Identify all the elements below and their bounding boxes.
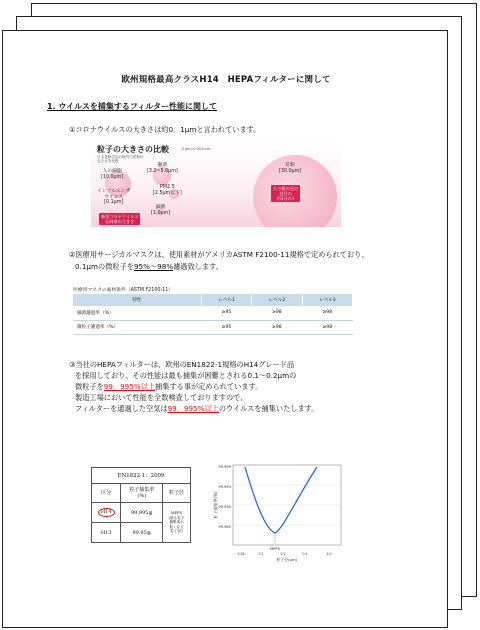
infographic-unit: （1μm=0.001mm） xyxy=(179,147,214,151)
table-header: 粒子捕集率 (%) xyxy=(121,484,163,503)
efficiency-highlight: 99．995%以上 xyxy=(167,404,219,413)
table-cell: 99.995≦ xyxy=(121,503,163,523)
item-3-line-4: 製造工場において性能を全数検査しておりますので、 xyxy=(75,393,248,402)
table-cell: 微粒子濾過率（%） xyxy=(73,320,201,334)
table-row xyxy=(73,306,353,320)
h14-circled-label: H14 xyxy=(98,508,115,517)
efficiency-highlight: 99．995%以上 xyxy=(103,382,156,391)
y-tick-label: 99.990 xyxy=(218,505,231,509)
bacteria-label: 細菌 [1.0μm] xyxy=(151,205,171,216)
y-tick-label: 99.995 xyxy=(218,485,231,489)
item-1-text: ①コロナウイルスの大きさは約0．1μmと言われています。 xyxy=(69,125,261,134)
item-2-line-1: ②医療用サージカルマスクは、使用素材がアメリカASTM F2100-11規格で定められており、 xyxy=(69,250,369,259)
astm-table-caption: 医療用マスクの素材条件（ASTM F2100-11） xyxy=(73,288,174,293)
corona-note: 新型コロナウイルス も同様の大きさ xyxy=(101,214,139,224)
table-cell: ≥95 xyxy=(201,306,251,320)
table-header: 区分 xyxy=(92,484,121,503)
filtration-efficiency-curve xyxy=(211,461,347,563)
cell-label: 人の細胞 [10.0μm] xyxy=(101,169,124,180)
item-3-line-2: を採用しており、その性能は最も捕集が困難とされる0.1～0.2μmの xyxy=(75,371,297,380)
table-cell: ≥98 xyxy=(252,320,302,334)
table-cell: ≥95 xyxy=(201,320,251,334)
en1822-title: EN1822-1：2009 xyxy=(92,468,191,484)
table-header: レベル3 xyxy=(302,294,352,306)
table-cell: 99.95≦ xyxy=(121,523,163,543)
table-header: レベル2 xyxy=(252,294,302,306)
item-3-line-5: フィルターを通過した空気は99．995%以上のウイルスを捕集いたします。 xyxy=(75,404,319,413)
table-row xyxy=(92,503,191,523)
table-header-row xyxy=(73,294,353,306)
efficiency-curve-line xyxy=(245,467,317,533)
table-cell: ≥98 xyxy=(302,320,352,334)
en1822-table xyxy=(91,467,191,543)
y-tick-label: 99.985 xyxy=(218,525,231,529)
document-title: 欧州規格最高クラスH14 HEPAフィルターに関して xyxy=(121,75,331,85)
astm-table xyxy=(73,294,353,335)
table-header: 特性 xyxy=(73,294,201,306)
table-cell: ≥98 xyxy=(302,306,352,320)
infographic-subtitle: 日本花粉学会の研究で花粉の 大きさを比較 xyxy=(97,155,144,164)
mpps-label: MPPS xyxy=(270,547,280,551)
infographic-title: 粒子の大きさの比較 xyxy=(97,145,169,154)
item-3-line-3: 微粒子を99．995%以上捕集する事が定められています。 xyxy=(75,382,263,391)
x-tick-label: 0.1 xyxy=(258,552,264,556)
table-cell xyxy=(92,503,121,523)
fungus-label: 黴菌 [3.0~5.0μm] xyxy=(147,163,178,174)
pollen-label: 花粉 [30.0μm] xyxy=(279,163,302,174)
particle-size-infographic xyxy=(91,141,341,227)
x-tick-label: 0.4 xyxy=(302,552,308,556)
table-header: レベル1 xyxy=(201,294,251,306)
table-row xyxy=(73,320,353,334)
mask-efficiency-highlight: 95%～98% xyxy=(133,262,174,271)
table-cell: ≥98 xyxy=(252,306,302,320)
table-header: 粒子径 xyxy=(163,484,191,503)
y-axis-label: 粒子捕集率(%) xyxy=(213,491,218,519)
hair-note: 人の髪の毛の 直径の 約3分の1 xyxy=(273,186,299,201)
item-3-line-1: ③当社のHEPAフィルターは、欧州のEN1822-1規格のH14グレード品 xyxy=(69,360,295,369)
x-tick-label: 0.2 xyxy=(280,552,286,556)
x-tick-label: 1.0 xyxy=(326,552,332,556)
influenza-label: インフルエンザ ウイルス [0.1μm] xyxy=(97,189,131,206)
item-2-line-2: 0.1μmの微粒子を95%～98%濾過致します。 xyxy=(75,262,223,271)
pm25-label: PM2.5 [2.5μm以下] xyxy=(153,185,182,196)
x-tick-label: 0.04 xyxy=(237,552,245,556)
document-page xyxy=(2,30,448,628)
section-heading: 1. ウイルスを捕集するフィルター性能に関して xyxy=(47,102,217,111)
table-cell: 細菌濾過率（%） xyxy=(73,306,201,320)
table-cell: H13 xyxy=(92,523,121,543)
mpps-note: MPPS (最も粒子 捕集率が 低くなる 粒子径) xyxy=(163,503,191,543)
x-axis-label: 粒子径(μm) xyxy=(276,557,298,562)
y-tick-label: 99.999 xyxy=(218,465,231,469)
